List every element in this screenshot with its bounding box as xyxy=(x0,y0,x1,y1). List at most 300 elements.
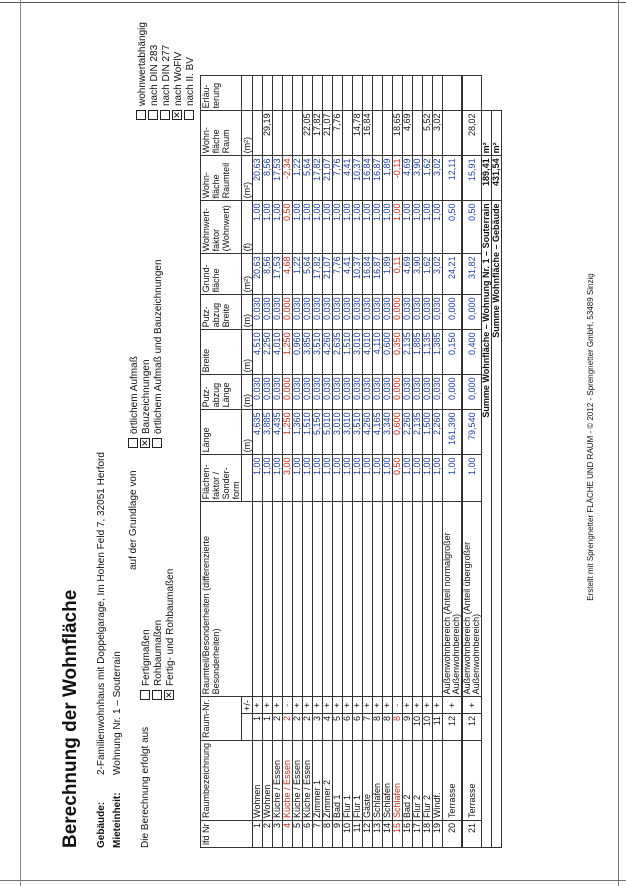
cell-wr: 21,07 xyxy=(323,111,333,156)
cell-l: 79,540 xyxy=(462,410,482,455)
cell-f: 1,00 xyxy=(313,455,323,502)
sum-gebaeude-value: 431,54 xyxy=(492,156,502,201)
cell-pb: 0,030 xyxy=(423,295,433,330)
cell-wr: 17,82 xyxy=(313,111,323,156)
cell-pm: + xyxy=(333,697,343,714)
cell-nr: 8 xyxy=(383,713,393,740)
norm-option[interactable] xyxy=(184,22,196,120)
cell-l: 2,135 xyxy=(413,410,423,455)
masse-option-label: Rohbaumaßen xyxy=(153,619,164,686)
cell-e xyxy=(423,76,433,111)
masse-option-label: Fertig- und Rohbaumaßen xyxy=(165,568,176,686)
checkbox-icon[interactable] xyxy=(152,438,162,448)
cell-pm: - xyxy=(283,697,293,714)
unit-grund: (m²) xyxy=(242,254,253,295)
cell-w: 1,00 xyxy=(323,201,333,254)
cell-l: 1,500 xyxy=(423,410,433,455)
norm-options xyxy=(136,22,196,120)
unit-faktor xyxy=(242,455,253,502)
unit-wohnwert: (f) xyxy=(242,201,253,254)
cell-name: Terrasse xyxy=(443,740,463,820)
cell-pm: + xyxy=(253,697,263,714)
cell-wt: 1,22 xyxy=(293,156,303,201)
cell-teil xyxy=(353,502,363,697)
mieteinheit-value: Wohnung Nr. 1 – Souterrain xyxy=(112,651,123,775)
cell-l: 3,010 xyxy=(343,410,353,455)
cell-nr: 2 xyxy=(283,713,293,740)
norm-option-label: nach II. BV xyxy=(185,57,196,106)
col-putz-breite: Putz-abzug Breite xyxy=(201,295,242,330)
col-wohnwert: Wohnwert-faktor (Wohnwert) xyxy=(201,201,242,254)
cell-f: 1,00 xyxy=(373,455,383,502)
cell-n: 2 xyxy=(263,821,273,848)
cell-nr: 9 xyxy=(403,713,413,740)
cell-teil xyxy=(403,502,413,697)
cell-n: 14 xyxy=(383,821,393,848)
cell-name: Bad 1 xyxy=(333,740,343,820)
cell-b: 1,885 xyxy=(413,330,423,375)
cell-name: Schlafen xyxy=(393,740,403,820)
cell-teil xyxy=(263,502,273,697)
cell-nr: 7 xyxy=(363,713,373,740)
cell-teil: Außenwohnbereich (Anteil übergroßer Außenwohnbereich) xyxy=(462,502,482,697)
cell-l: 4,165 xyxy=(373,410,383,455)
cell-wr xyxy=(343,111,353,156)
cell-b: 1,250 xyxy=(283,330,293,375)
cell-g: 17,53 xyxy=(273,254,283,295)
cell-pb: 0,000 xyxy=(393,295,403,330)
cell-e xyxy=(462,76,482,111)
grundlage-option[interactable] xyxy=(128,259,140,448)
cell-pl: 0,030 xyxy=(383,375,393,410)
grundlage-option[interactable] xyxy=(140,259,152,448)
cell-g: 10,37 xyxy=(353,254,363,295)
cell-nr: 2 xyxy=(293,713,303,740)
cell-l: 4,435 xyxy=(273,410,283,455)
cell-name: Küche / Essen xyxy=(303,740,313,820)
checkbox-icon[interactable] xyxy=(184,110,194,120)
cell-w: 1,00 xyxy=(423,201,433,254)
cell-n: 12 xyxy=(363,821,373,848)
cell-pl: 0,030 xyxy=(433,375,443,410)
table-row xyxy=(323,76,333,848)
cell-n: 6 xyxy=(303,821,313,848)
cell-wt: 17,82 xyxy=(313,156,323,201)
cell-l: 161,390 xyxy=(443,410,463,455)
table-row xyxy=(433,76,443,848)
cell-name: Flur 1 xyxy=(343,740,353,820)
cell-pb: 0,000 xyxy=(443,295,463,330)
table-row xyxy=(303,76,313,848)
cell-pb: 0,000 xyxy=(283,295,293,330)
cell-b: 2,635 xyxy=(333,330,343,375)
cell-g: 4,68 xyxy=(283,254,293,295)
cell-pl: 0,030 xyxy=(353,375,363,410)
cell-pb: 0,030 xyxy=(313,295,323,330)
checkbox-icon[interactable] xyxy=(140,438,150,448)
cell-name: Küche / Essen xyxy=(293,740,303,820)
cell-pm: + xyxy=(313,697,323,714)
masse-options xyxy=(140,569,176,700)
masse-option-label: Fertigmaßen xyxy=(141,629,152,686)
norm-option-label: wohnwertabhängig xyxy=(137,22,148,106)
cell-pm: - xyxy=(393,697,403,714)
cell-nr: 12 xyxy=(462,713,482,740)
cell-pl: 0,030 xyxy=(263,375,273,410)
cell-l: 3,010 xyxy=(333,410,343,455)
cell-l: 4,635 xyxy=(253,410,263,455)
cell-l: 5,150 xyxy=(313,410,323,455)
cell-b: 2,250 xyxy=(263,330,273,375)
col-erlaeuterung: Erläu-terung xyxy=(201,76,242,111)
berechnung-label: Die Berechnung erfolgt aus xyxy=(140,726,151,848)
col-grundflaeche: Grund-fläche xyxy=(201,254,242,295)
cell-wr: 28,02 xyxy=(462,111,482,156)
cell-pl: 0,000 xyxy=(393,375,403,410)
cell-nr: 2 xyxy=(303,713,313,740)
cell-n: 18 xyxy=(423,821,433,848)
cell-teil: Außenwohnbereich (Anteil normalgroßer Außenwohnbereich) xyxy=(443,502,463,697)
cell-nr: 11 xyxy=(433,713,443,740)
table-row xyxy=(293,76,303,848)
cell-name: Zimmer 2 xyxy=(323,740,333,820)
cell-wr xyxy=(443,111,463,156)
cell-name: Wohnen xyxy=(263,740,273,820)
cell-pb: 0,030 xyxy=(353,295,363,330)
cell-wt: 16,87 xyxy=(373,156,383,201)
cell-pl: 0,000 xyxy=(462,375,482,410)
cell-f: 1,00 xyxy=(253,455,263,502)
checkbox-icon[interactable] xyxy=(148,110,158,120)
checkbox-icon[interactable] xyxy=(136,110,146,120)
col-raumnr-sub xyxy=(242,713,253,740)
scan-edge-left xyxy=(20,0,21,886)
cell-pm: + xyxy=(323,697,333,714)
cell-g: 3,02 xyxy=(433,254,443,295)
norm-option[interactable] xyxy=(136,22,148,120)
cell-f: 1,00 xyxy=(433,455,443,502)
cell-l: 1,250 xyxy=(283,410,293,455)
cell-b: 4,510 xyxy=(253,330,263,375)
cell-name: Flur 1 xyxy=(353,740,363,820)
table-row xyxy=(373,76,383,848)
table-row xyxy=(333,76,343,848)
cell-teil xyxy=(433,502,443,697)
checkbox-icon[interactable] xyxy=(164,690,174,700)
cell-name: Flur 2 xyxy=(413,740,423,820)
cell-pl: 0,030 xyxy=(343,375,353,410)
cell-wr: 5,52 xyxy=(423,111,433,156)
cell-f: 1,00 xyxy=(343,455,353,502)
cell-n: 5 xyxy=(293,821,303,848)
cell-l: 2,260 xyxy=(433,410,443,455)
cell-pm: + xyxy=(343,697,353,714)
cell-pm: + xyxy=(353,697,363,714)
cell-b: 0,150 xyxy=(443,330,463,375)
cell-f: 3,00 xyxy=(283,455,293,502)
cell-nr: 12 xyxy=(443,713,463,740)
cell-l: 3,885 xyxy=(263,410,273,455)
cell-n: 17 xyxy=(413,821,423,848)
cell-wr: 7,76 xyxy=(333,111,343,156)
table-row xyxy=(403,76,413,848)
cell-b: 4,110 xyxy=(373,330,383,375)
cell-g: 1,89 xyxy=(383,254,393,295)
footer-credit: Erstellt mit Sprengnetter FLÄCHE UND RAUM - © 2012 - Sprengnetter GmbH, 53489 Sinzig xyxy=(586,273,595,601)
cell-l: 1,510 xyxy=(303,410,313,455)
cell-e xyxy=(293,76,303,111)
cell-pb: 0,030 xyxy=(263,295,273,330)
cell-pb: 0,030 xyxy=(413,295,423,330)
col-laenge: Länge xyxy=(201,410,242,455)
cell-pb: 0,030 xyxy=(343,295,353,330)
cell-e xyxy=(283,76,293,111)
col-faktor: Flächen-faktor / Sonder-form xyxy=(201,455,242,502)
unit-erl xyxy=(242,76,253,111)
cell-wt: 4,69 xyxy=(403,156,413,201)
norm-option[interactable] xyxy=(172,22,184,120)
cell-wr xyxy=(283,111,293,156)
table-row xyxy=(283,76,293,848)
cell-g: 7,76 xyxy=(333,254,343,295)
col-raumnr: Raum-Nr. xyxy=(201,697,242,741)
cell-b: 1,135 xyxy=(423,330,433,375)
cell-pm: + xyxy=(462,697,482,714)
cell-nr: 1 xyxy=(263,713,273,740)
checkbox-icon[interactable] xyxy=(140,690,150,700)
col-breite: Breite xyxy=(201,330,242,375)
checkbox-icon[interactable] xyxy=(172,110,182,120)
cell-name: Küche / Essen xyxy=(273,740,283,820)
cell-w: 0,50 xyxy=(283,201,293,254)
sum-wohnung-unit: m² xyxy=(482,111,492,156)
cell-pb: 0,030 xyxy=(303,295,313,330)
cell-pm: + xyxy=(293,697,303,714)
cell-pl: 0,030 xyxy=(303,375,313,410)
cell-e xyxy=(373,76,383,111)
masse-option[interactable] xyxy=(164,569,176,700)
cell-b: 1,510 xyxy=(343,330,353,375)
cell-e xyxy=(433,76,443,111)
cell-teil xyxy=(323,502,333,697)
cell-w: 1,00 xyxy=(433,201,443,254)
cell-f: 0,50 xyxy=(393,455,403,502)
cell-b: 0,960 xyxy=(293,330,303,375)
cell-pl: 0,030 xyxy=(273,375,283,410)
table-row xyxy=(462,76,482,848)
col-lfd: lfd Nr xyxy=(201,821,253,848)
cell-w: 1,00 xyxy=(383,201,393,254)
cell-f: 1,00 xyxy=(323,455,333,502)
cell-name: Windf. xyxy=(433,740,443,820)
cell-pm: + xyxy=(383,697,393,714)
masse-option[interactable] xyxy=(140,569,152,700)
cell-wr: 14,78 xyxy=(353,111,363,156)
cell-name: Zimmer 1 xyxy=(313,740,323,820)
cell-pb: 0,030 xyxy=(363,295,373,330)
col-raum: Raumbezeichnung xyxy=(201,740,253,820)
cell-wr: 18,65 xyxy=(393,111,403,156)
cell-b: 1,385 xyxy=(433,330,443,375)
table-row xyxy=(253,76,263,848)
cell-nr: 8 xyxy=(393,713,403,740)
cell-w: 1,00 xyxy=(253,201,263,254)
cell-n: 7 xyxy=(313,821,323,848)
cell-name: Terrasse xyxy=(462,740,482,820)
cell-w: 0,50 xyxy=(443,201,463,254)
document-sheet xyxy=(40,14,600,860)
cell-w: 1,00 xyxy=(393,201,403,254)
unit-laenge: (m) xyxy=(242,410,253,455)
table-row xyxy=(413,76,423,848)
masse-option[interactable] xyxy=(152,569,164,700)
sum-wohnung-label: Summe Wohnfläche – Wohnung Nr. 1 – Souterrain xyxy=(482,201,492,848)
cell-b: 4,260 xyxy=(323,330,333,375)
unit-putz-laenge: (m) xyxy=(242,375,253,410)
cell-nr: 6 xyxy=(343,713,353,740)
cell-pl: 0,030 xyxy=(253,375,263,410)
cell-pl: 0,030 xyxy=(403,375,413,410)
cell-f: 1,00 xyxy=(403,455,413,502)
cell-n: 19 xyxy=(433,821,443,848)
table-row xyxy=(263,76,273,848)
cell-wt: 3,02 xyxy=(433,156,443,201)
cell-wt: 1,89 xyxy=(383,156,393,201)
cell-e xyxy=(263,76,273,111)
cell-e xyxy=(363,76,373,111)
cell-nr: 1 xyxy=(253,713,263,740)
gebaeude-label: Gebäude: xyxy=(96,801,107,848)
cell-name: Schlafen xyxy=(373,740,383,820)
cell-wr: 4,69 xyxy=(403,111,413,156)
grundlage-option-label: Bauzeichnungen xyxy=(141,359,152,434)
cell-wt: 20,63 xyxy=(253,156,263,201)
cell-l: 2,260 xyxy=(403,410,413,455)
cell-pl: 0,030 xyxy=(423,375,433,410)
cell-l: 3,340 xyxy=(383,410,393,455)
checkbox-icon[interactable] xyxy=(160,110,170,120)
cell-f: 1,00 xyxy=(303,455,313,502)
cell-wr: 29,19 xyxy=(263,111,273,156)
cell-pm: + xyxy=(423,697,433,714)
table-row xyxy=(313,76,323,848)
scan-edge-right xyxy=(618,0,619,886)
cell-g: 17,82 xyxy=(313,254,323,295)
cell-g: 5,64 xyxy=(303,254,313,295)
cell-wr xyxy=(383,111,393,156)
grundlage-option[interactable] xyxy=(152,259,164,448)
cell-pl: 0,030 xyxy=(363,375,373,410)
sum-gebaeude-label: Summe Wohnfläche – Gebäude xyxy=(492,201,502,848)
cell-teil xyxy=(343,502,353,697)
cell-wt: 15,91 xyxy=(462,156,482,201)
cell-pl: 0,030 xyxy=(413,375,423,410)
cell-wt: 5,64 xyxy=(303,156,313,201)
cell-pb: 0,030 xyxy=(293,295,303,330)
col-pm: +/- xyxy=(242,697,253,714)
cell-e xyxy=(443,76,463,111)
cell-nr: 10 xyxy=(423,713,433,740)
grundlage-option-label: örtlichem Aufmaß xyxy=(129,356,140,434)
cell-g: 20,63 xyxy=(253,254,263,295)
cell-g: 3,90 xyxy=(413,254,423,295)
cell-f: 1,00 xyxy=(363,455,373,502)
cell-b: 0,600 xyxy=(383,330,393,375)
cell-nr: 8 xyxy=(373,713,383,740)
cell-n: 8 xyxy=(323,821,333,848)
gebaeude-value: 2-Familienwohnhaus mit Doppelgarage, Im Hohen Feld 7, 32051 Herford xyxy=(96,452,107,775)
cell-n: 15 xyxy=(393,821,403,848)
cell-nr: 6 xyxy=(353,713,363,740)
norm-option[interactable] xyxy=(160,22,172,120)
cell-pl: 0,030 xyxy=(323,375,333,410)
norm-option[interactable] xyxy=(148,22,160,120)
cell-pm: + xyxy=(433,697,443,714)
cell-wt: -0,11 xyxy=(393,156,403,201)
cell-b: 3,010 xyxy=(353,330,363,375)
unit-wf-raum: (m²) xyxy=(242,111,253,156)
cell-e xyxy=(323,76,333,111)
cell-wt: 3,90 xyxy=(413,156,423,201)
cell-pl: 0,000 xyxy=(283,375,293,410)
cell-g: 0,11 xyxy=(393,254,403,295)
cell-pl: 0,030 xyxy=(373,375,383,410)
cell-wr: 3,02 xyxy=(433,111,443,156)
cell-pb: 0,030 xyxy=(323,295,333,330)
cell-n: 4 xyxy=(283,821,293,848)
checkbox-icon[interactable] xyxy=(152,690,162,700)
cell-teil xyxy=(413,502,423,697)
norm-option-label: nach DIN 277 xyxy=(161,44,172,106)
cell-n: 9 xyxy=(333,821,343,848)
sum-wohnung-value: 189,41 xyxy=(482,156,492,201)
cell-g: 4,69 xyxy=(403,254,413,295)
cell-teil xyxy=(373,502,383,697)
cell-teil xyxy=(393,502,403,697)
cell-teil xyxy=(303,502,313,697)
cell-pm: + xyxy=(413,697,423,714)
unit-putz-breite: (m) xyxy=(242,295,253,330)
cell-e xyxy=(403,76,413,111)
cell-g: 16,84 xyxy=(363,254,373,295)
cell-l: 4,260 xyxy=(363,410,373,455)
cell-l: 3,510 xyxy=(353,410,363,455)
wohnflaeche-table xyxy=(200,75,502,848)
table-row xyxy=(343,76,353,848)
cell-pb: 0,030 xyxy=(433,295,443,330)
scan-edge-top xyxy=(0,2,626,3)
cell-g: 1,22 xyxy=(293,254,303,295)
cell-f: 1,00 xyxy=(263,455,273,502)
cell-l: 1,360 xyxy=(293,410,303,455)
cell-n: 13 xyxy=(373,821,383,848)
grundlage-label: auf der Grundlage von xyxy=(128,470,139,570)
cell-n: 10 xyxy=(343,821,353,848)
cell-g: 4,41 xyxy=(343,254,353,295)
checkbox-icon[interactable] xyxy=(128,438,138,448)
cell-e xyxy=(333,76,343,111)
cell-e xyxy=(343,76,353,111)
cell-teil xyxy=(273,502,283,697)
cell-g: 21,07 xyxy=(323,254,333,295)
cell-f: 1,00 xyxy=(462,455,482,502)
cell-f: 1,00 xyxy=(333,455,343,502)
col-wf-raumteil: Wohn-fläche Raumteil xyxy=(201,156,242,201)
cell-pb: 0,030 xyxy=(373,295,383,330)
cell-pl: 0,030 xyxy=(293,375,303,410)
cell-wr: 16,84 xyxy=(363,111,373,156)
cell-w: 1,00 xyxy=(413,201,423,254)
